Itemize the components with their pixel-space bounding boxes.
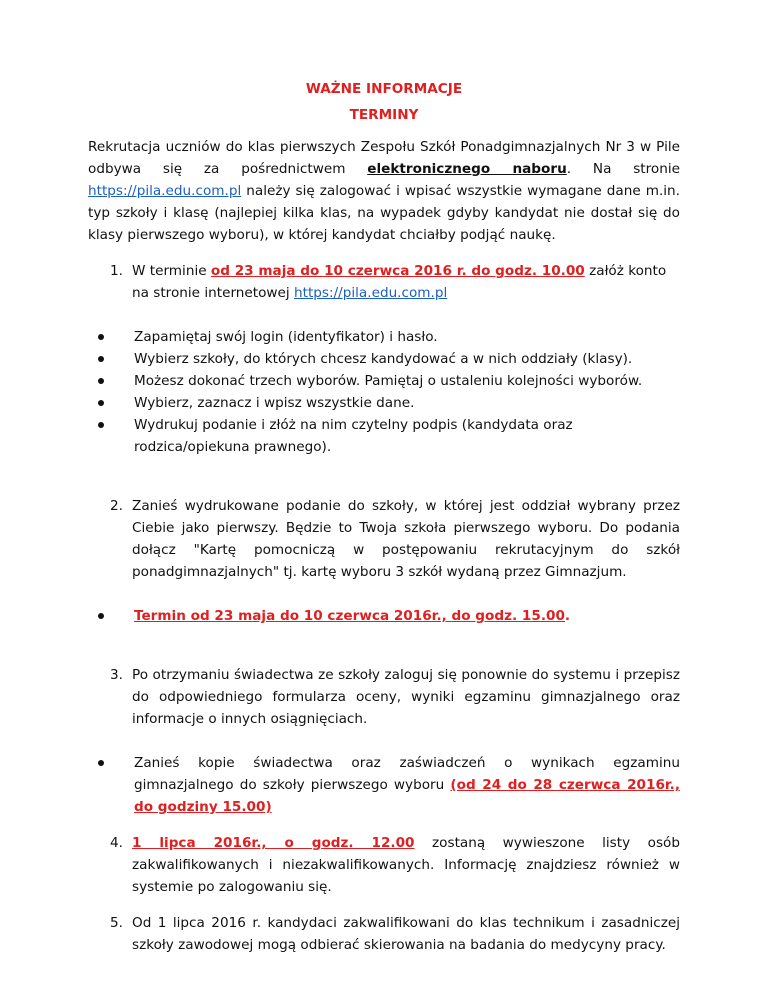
bullet-dot-icon <box>98 760 104 766</box>
bullet-text: Wybierz, zaznacz i wpisz wszystkie dane. <box>134 395 415 411</box>
bullet-item <box>88 414 680 458</box>
step-5 <box>88 912 680 956</box>
intro-bold-text: elektronicznego naboru <box>367 161 567 177</box>
step-1-text-pre: W terminie <box>132 263 211 279</box>
intro-text-2: . Na stronie <box>566 161 680 177</box>
step-4 <box>88 832 680 898</box>
bullet-item <box>88 370 680 392</box>
intro-link[interactable]: https://pila.edu.com.pl <box>88 183 242 199</box>
bullet-dot-icon <box>98 356 104 362</box>
step-2-deadline-end: . <box>564 608 571 624</box>
step-3-deadline: (od 24 do 28 czerwca 2016r., do godziny 15.00) <box>134 777 680 815</box>
step-1-link[interactable]: https://pila.edu.com.pl <box>294 285 448 301</box>
step-1 <box>88 260 680 458</box>
intro-text-3: należy się zalogować i wpisać wszystkie wymagane dane m.in. typ szkoły i klasę (najlepiej kilka klas, na wypadek gdyby kandydat nie dostał się do klasy pierwszego wyboru), w której kandydat chciałby podjąć naukę. <box>88 183 680 243</box>
step-3-bullet-text: Zanieś kopie świadectwa oraz zaświadczeń o wynikach egzaminu gimnazjalnego do szkoły pierwszego wyboru <box>134 755 680 793</box>
step-number: 1. <box>110 263 123 279</box>
bullet-dot-icon <box>98 400 104 406</box>
page-title: WAŻNE INFORMACJE <box>305 81 463 97</box>
step-2-bullets <box>88 605 680 627</box>
step-1-bullets <box>88 326 680 458</box>
step-4-text: zostaną wywieszone listy osób zakwalifikowanych i niezakwalifikowanych. Informację znajdziesz również w systemie po zalogowaniu się. <box>132 835 681 895</box>
step-number: 2. <box>110 498 123 514</box>
step-5-text: Od 1 lipca 2016 r. kandydaci zakwalifikowani do klas technikum i zasadniczej szkoły zawodowej mogą odbierać skierowania na badania do medycyny pracy. <box>132 915 680 953</box>
bullet-item <box>88 605 680 627</box>
step-2 <box>88 495 680 627</box>
step-number: 4. <box>110 835 123 851</box>
steps-list <box>88 260 680 956</box>
bullet-text: Wydrukuj podanie i złóż na nim czytelny podpis (kandydata oraz rodzica/opiekuna prawnego). <box>134 417 573 455</box>
bullet-item <box>88 392 680 414</box>
step-3 <box>88 664 680 818</box>
intro-paragraph <box>88 136 680 246</box>
page-subtitle: TERMINY <box>349 107 419 123</box>
bullet-text: Wybierz szkoły, do których chcesz kandydować a w nich oddziały (klasy). <box>134 351 633 367</box>
bullet-item <box>88 348 680 370</box>
step-3-text: Po otrzymaniu świadectwa ze szkoły zaloguj się ponownie do systemu i przepisz do odpowiedniego formularza oceny, wyniki egzaminu gimnazjalnego oraz informacje o innych osiągnięciach. <box>132 667 680 727</box>
bullet-dot-icon <box>98 613 104 619</box>
step-4-deadline: 1 lipca 2016r., o godz. 12.00 <box>132 835 415 851</box>
step-1-text-post: załóż konto na stronie internetowej <box>132 263 667 301</box>
step-2-deadline: Termin od 23 maja do 10 czerwca 2016r., do godz. 15.00 <box>134 608 565 624</box>
bullet-item <box>88 752 680 818</box>
bullet-item <box>88 326 680 348</box>
intro-text-1: Rekrutacja uczniów do klas pierwszych Zespołu Szkół Ponadgimnazjalnych Nr 3 w Pile odbywa się za pośrednictwem <box>88 139 680 177</box>
bullet-dot-icon <box>98 334 104 340</box>
step-3-bullets <box>88 752 680 818</box>
step-2-text: Zanieś wydrukowane podanie do szkoły, w której jest oddział wybrany przez Ciebie jako pierwszy. Będzie to Twoja szkoła pierwszego wyboru. Do podania dołącz "Kartę pomocniczą w postępowaniu rekrutacyjnym do szkół ponadgimnazjalnych" tj. kartę wyboru 3 szkół wydaną przez Gimnazjum. <box>132 498 680 580</box>
bullet-dot-icon <box>98 422 104 428</box>
step-1-deadline: od 23 maja do 10 czerwca 2016 r. do godz. 10.00 <box>210 263 585 279</box>
step-number: 5. <box>110 915 123 931</box>
step-number: 3. <box>110 667 123 683</box>
bullet-text: Zapamiętaj swój login (identyfikator) i hasło. <box>134 329 438 345</box>
bullet-text: Możesz dokonać trzech wyborów. Pamiętaj o ustaleniu kolejności wyborów. <box>134 373 643 389</box>
bullet-dot-icon <box>98 378 104 384</box>
